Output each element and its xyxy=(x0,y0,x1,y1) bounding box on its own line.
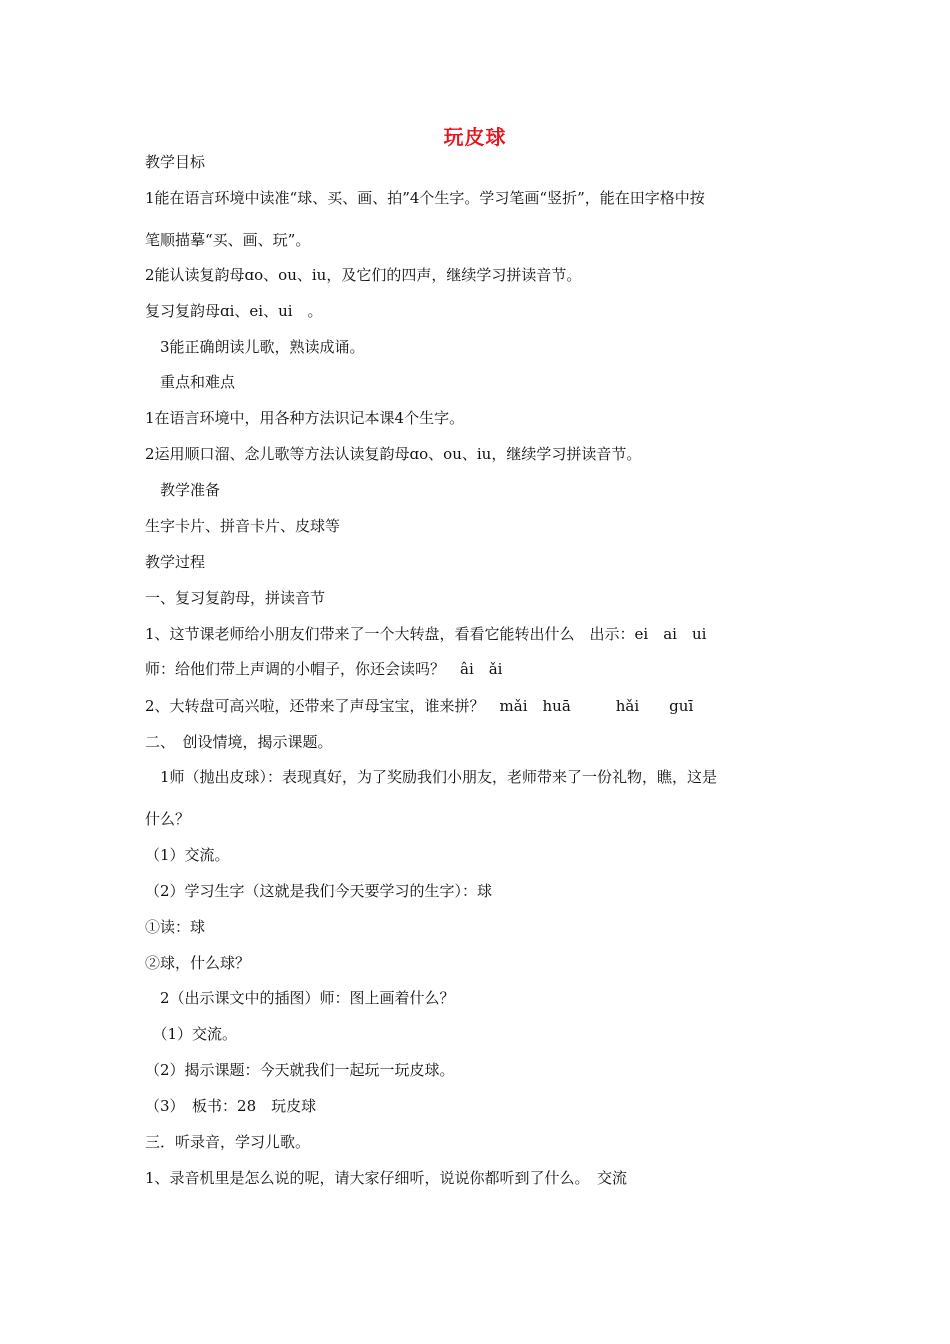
process-step-2: 2、大转盘可高兴啦，还带来了声母宝宝，谁来拼？ mǎi huā hǎi guī xyxy=(145,697,694,715)
objective-2: 2能认读复韵母ɑo、ou、iu，及它们的四声，继续学习拼读音节。 xyxy=(145,266,582,284)
objective-1-line-1: 1能在语言环境中读准“球、买、画、拍”4个生字。学习笔画“竖折”，能在田字格中按 xyxy=(145,189,705,207)
part-2-step-1-item-1: （1）交流。 xyxy=(145,846,230,864)
part-2-step-1-sub-1: ①读：球 xyxy=(145,918,206,936)
key-point-2: 2运用顺口溜、念儿歌等方法认读复韵母ɑo、ou、iu，继续学习拼读音节。 xyxy=(145,445,642,463)
objective-2-review: 复习复韵母ɑi、ei、ui 。 xyxy=(145,302,323,320)
part-2-step-2-item-1: （1）交流。 xyxy=(145,1025,238,1043)
section-heading-preparation: 教学准备 xyxy=(145,481,221,499)
preparation-items: 生字卡片、拼音卡片、皮球等 xyxy=(145,517,341,535)
process-part-2-heading: 二、 创设情境，揭示课题。 xyxy=(145,733,333,751)
section-heading-process: 教学过程 xyxy=(145,553,206,571)
objective-3: 3能正确朗读儿歌，熟读成诵。 xyxy=(145,338,365,356)
process-step-1-teacher: 师：给他们带上声调的小帽子，你还会读吗？ âi ǎi xyxy=(145,660,503,678)
part-2-step-1-item-2: （2）学习生字（这就是我们今天要学习的生字）：球 xyxy=(145,882,493,900)
part-2-step-1-line-2: 什么？ xyxy=(145,810,191,828)
part-2-step-2-item-2: （2）揭示课题：今天就我们一起玩一玩皮球。 xyxy=(145,1061,455,1079)
process-part-1-heading: 一、复习复韵母，拼读音节 xyxy=(145,589,326,607)
section-heading-key-points: 重点和难点 xyxy=(145,373,236,391)
process-step-1: 1、这节课老师给小朋友们带来了一个大转盘，看看它能转出什么 出示：ei ai ui xyxy=(145,625,707,643)
part-2-step-2-item-3: （3） 板书：28 玩皮球 xyxy=(145,1097,317,1115)
section-heading-objectives: 教学目标 xyxy=(145,153,206,171)
key-point-1: 1在语言环境中，用各种方法识记本课4个生字。 xyxy=(145,409,465,427)
part-2-step-1-line-1: 1师（抛出皮球）：表现真好，为了奖励我们小朋友，老师带来了一份礼物，瞧，这是 xyxy=(145,768,718,786)
process-part-3-heading: 三．听录音，学习儿歌。 xyxy=(145,1133,311,1151)
objective-1-line-2: 笔顺描摹“买、画、玩”。 xyxy=(145,231,311,249)
part-3-step-1: 1、录音机里是怎么说的呢，请大家仔细听，说说你都听到了什么。 交流 xyxy=(145,1169,628,1187)
part-2-step-2: 2（出示课文中的插图）师：图上画着什么？ xyxy=(145,989,455,1007)
document-title: 玩皮球 xyxy=(443,125,507,149)
part-2-step-1-sub-2: ②球，什么球？ xyxy=(145,954,251,972)
